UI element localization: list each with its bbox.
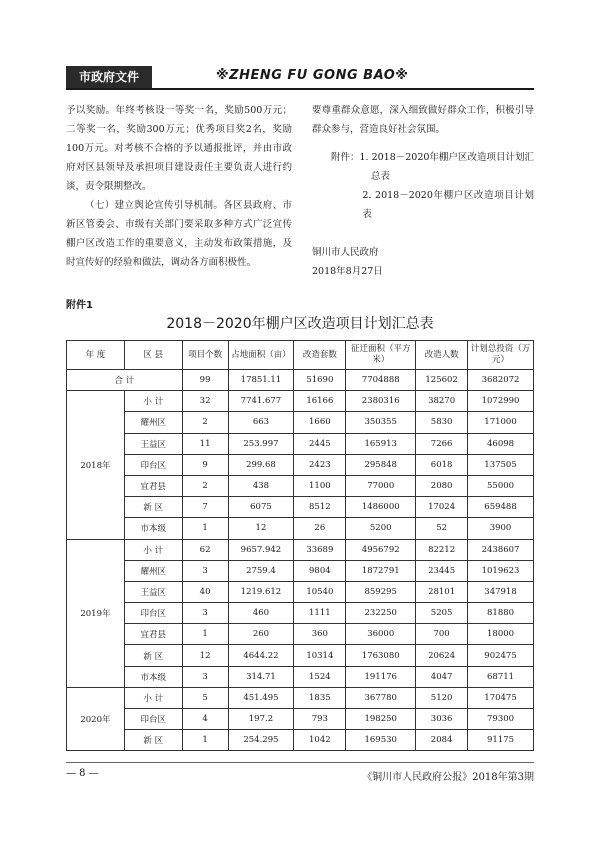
value-cell: 17024 — [416, 497, 468, 518]
value-cell: 3 — [182, 666, 228, 687]
value-cell: 1486000 — [346, 497, 416, 518]
value-cell: 2080 — [416, 475, 468, 496]
value-cell: 7 — [182, 497, 228, 518]
table-row — [67, 560, 534, 581]
paragraph-public-opinion: 要尊重群众意愿，深入细致做好群众工作，积极引导群众参与，营造良好社会氛围。 — [312, 105, 534, 135]
value-cell: 10314 — [294, 645, 346, 666]
value-cell: 295848 — [346, 454, 416, 475]
value-cell: 11 — [182, 433, 228, 454]
value-cell: 5200 — [346, 518, 416, 539]
value-cell: 2438607 — [468, 539, 534, 560]
value-cell: 62 — [182, 539, 228, 560]
table-row — [67, 709, 534, 730]
table-row — [67, 539, 534, 560]
value-cell: 232250 — [346, 603, 416, 624]
value-cell: 1 — [182, 518, 228, 539]
table-row — [67, 433, 534, 454]
summary-table — [66, 340, 534, 751]
value-cell: 23445 — [416, 560, 468, 581]
appendix-label: 附件1 — [66, 300, 93, 311]
value-cell: 10540 — [294, 581, 346, 602]
value-cell: 299.68 — [228, 454, 294, 475]
district-cell: 宜君县 — [124, 624, 182, 645]
value-cell: 902475 — [468, 645, 534, 666]
value-cell: 253.997 — [228, 433, 294, 454]
value-cell: 46098 — [468, 433, 534, 454]
value-cell: 859295 — [346, 581, 416, 602]
value-cell: 33689 — [294, 539, 346, 560]
value-cell: 2759.4 — [228, 560, 294, 581]
value-cell: 2423 — [294, 454, 346, 475]
value-cell: 171000 — [468, 412, 534, 433]
value-cell: 26 — [294, 518, 346, 539]
attachment-2: 2. 2018－2020年棚户区改造项目计划表 — [362, 190, 534, 220]
header-project-count: 项目个数 — [182, 341, 228, 370]
year-cell: 2020年 — [67, 687, 125, 751]
value-cell: 77000 — [346, 475, 416, 496]
table-row — [67, 624, 534, 645]
value-cell: 7741.677 — [228, 391, 294, 412]
value-cell: 1835 — [294, 687, 346, 708]
value-cell: 1042 — [294, 730, 346, 751]
district-cell: 宜君县 — [124, 475, 182, 496]
value-cell: 3900 — [468, 518, 534, 539]
value-cell: 191176 — [346, 666, 416, 687]
table-row — [67, 497, 534, 518]
value-cell: 137505 — [468, 454, 534, 475]
value-cell: 1763080 — [346, 645, 416, 666]
district-cell: 新 区 — [124, 645, 182, 666]
journal-title: ※ZHENG FU GONG BAO※ — [216, 68, 409, 83]
value-cell: 169530 — [346, 730, 416, 751]
value-cell: 314.71 — [228, 666, 294, 687]
page-header — [66, 66, 534, 90]
district-cell: 耀州区 — [124, 412, 182, 433]
value-cell: 700 — [416, 624, 468, 645]
district-cell: 市本级 — [124, 666, 182, 687]
value-cell: 52 — [416, 518, 468, 539]
table-body — [67, 370, 534, 751]
value-cell: 38270 — [416, 391, 468, 412]
value-cell: 2084 — [416, 730, 468, 751]
year-cell: 2019年 — [67, 539, 125, 687]
value-cell: 2 — [182, 475, 228, 496]
value-cell: 5 — [182, 687, 228, 708]
value-cell: 2 — [182, 412, 228, 433]
value-cell: 1660 — [294, 412, 346, 433]
value-cell: 5830 — [416, 412, 468, 433]
header-district: 区 县 — [124, 341, 182, 370]
value-cell: 1 — [182, 730, 228, 751]
year-cell: 2018年 — [67, 391, 125, 539]
district-cell: 王益区 — [124, 581, 182, 602]
value-cell: 260 — [228, 624, 294, 645]
value-cell: 91175 — [468, 730, 534, 751]
value-cell: 197.2 — [228, 709, 294, 730]
value-cell: 659488 — [468, 497, 534, 518]
value-cell: 8512 — [294, 497, 346, 518]
section-label: 市政府文件 — [66, 66, 152, 88]
total-label: 合 计 — [67, 370, 183, 391]
table-row — [67, 645, 534, 666]
value-cell: 198250 — [346, 709, 416, 730]
signature-date: 2018年8月27日 — [312, 266, 383, 277]
right-column — [312, 101, 534, 281]
table-row — [67, 454, 534, 475]
value-cell: 16166 — [294, 391, 346, 412]
table-row — [67, 412, 534, 433]
value-cell: 6018 — [416, 454, 468, 475]
value-cell: 460 — [228, 603, 294, 624]
signature: 铜川市人民政府 — [312, 247, 379, 258]
header-year: 年 度 — [67, 341, 125, 370]
value-cell: 170475 — [468, 687, 534, 708]
value-cell: 12 — [228, 518, 294, 539]
total-cell: 17851.11 — [228, 370, 294, 391]
district-cell: 新 区 — [124, 730, 182, 751]
total-cell: 3682072 — [468, 370, 534, 391]
value-cell: 5205 — [416, 603, 468, 624]
district-cell: 新 区 — [124, 497, 182, 518]
header-units: 改造套数 — [294, 341, 346, 370]
value-cell: 32 — [182, 391, 228, 412]
value-cell: 1524 — [294, 666, 346, 687]
district-cell: 王益区 — [124, 433, 182, 454]
value-cell: 4956792 — [346, 539, 416, 560]
value-cell: 9657.942 — [228, 539, 294, 560]
paragraph-reward: 予以奖励。年终考核设一等奖一名，奖励500万元；二等奖一名，奖励300万元；优秀项目奖2名，奖励100万元。对考核不合格的予以通报批评，并由市政府对区县领导及承担项目建设责任主要负责人进行约谈，责令限期整改。 — [66, 105, 292, 192]
table-header-row — [67, 341, 534, 370]
value-cell: 3036 — [416, 709, 468, 730]
value-cell: 9 — [182, 454, 228, 475]
total-cell: 51690 — [294, 370, 346, 391]
district-cell: 小 计 — [124, 539, 182, 560]
value-cell: 1019623 — [468, 560, 534, 581]
value-cell: 165913 — [346, 433, 416, 454]
value-cell: 793 — [294, 709, 346, 730]
district-cell: 印台区 — [124, 454, 182, 475]
value-cell: 2380316 — [346, 391, 416, 412]
issue-label: 《铜川市人民政府公报》2018年第3期 — [362, 772, 534, 783]
table-row — [67, 687, 534, 708]
value-cell: 2445 — [294, 433, 346, 454]
header-relocation-area: 征迁面积（平方米） — [346, 341, 416, 370]
table-row — [67, 666, 534, 687]
value-cell: 350355 — [346, 412, 416, 433]
value-cell: 1219.612 — [228, 581, 294, 602]
total-cell: 99 — [182, 370, 228, 391]
table-row — [67, 518, 534, 539]
header-people: 改造人数 — [416, 341, 468, 370]
district-cell: 印台区 — [124, 709, 182, 730]
value-cell: 20624 — [416, 645, 468, 666]
table-row — [67, 730, 534, 751]
table-row — [67, 475, 534, 496]
value-cell: 3 — [182, 560, 228, 581]
value-cell: 254.295 — [228, 730, 294, 751]
value-cell: 5120 — [416, 687, 468, 708]
value-cell: 663 — [228, 412, 294, 433]
value-cell: 18000 — [468, 624, 534, 645]
value-cell: 4 — [182, 709, 228, 730]
value-cell: 68711 — [468, 666, 534, 687]
value-cell: 347918 — [468, 581, 534, 602]
value-cell: 79300 — [468, 709, 534, 730]
table-row — [67, 391, 534, 412]
value-cell: 82212 — [416, 539, 468, 560]
value-cell: 28101 — [416, 581, 468, 602]
value-cell: 367780 — [346, 687, 416, 708]
value-cell: 1072990 — [468, 391, 534, 412]
total-row — [67, 370, 534, 391]
district-cell: 市本级 — [124, 518, 182, 539]
value-cell: 1100 — [294, 475, 346, 496]
value-cell: 3 — [182, 603, 228, 624]
value-cell: 12 — [182, 645, 228, 666]
district-cell: 耀州区 — [124, 560, 182, 581]
value-cell: 7266 — [416, 433, 468, 454]
value-cell: 36000 — [346, 624, 416, 645]
value-cell: 360 — [294, 624, 346, 645]
header-land-area: 占地面积（亩） — [228, 341, 294, 370]
district-cell: 小 计 — [124, 687, 182, 708]
value-cell: 55000 — [468, 475, 534, 496]
value-cell: 9804 — [294, 560, 346, 581]
value-cell: 4644.22 — [228, 645, 294, 666]
attachment-1-line1: 附件：1. 2018－2020年棚户区改造项目计划汇 — [331, 152, 534, 163]
value-cell: 81880 — [468, 603, 534, 624]
attachment-1-line2: 总表 — [370, 171, 390, 182]
value-cell: 1 — [182, 624, 228, 645]
value-cell: 438 — [228, 475, 294, 496]
table-row — [67, 603, 534, 624]
value-cell: 6075 — [228, 497, 294, 518]
paragraph-publicity: （七）建立舆论宣传引导机制。各区县政府、市新区管委会、市级有关部门要采取多种方式广泛宣传棚户区改造工作的重要意义，主动发布政策措施，及时宣传好的经验和做法，调动各方面积极性。 — [66, 200, 292, 268]
table-row — [67, 581, 534, 602]
value-cell: 40 — [182, 581, 228, 602]
left-column — [66, 101, 292, 272]
value-cell: 4047 — [416, 666, 468, 687]
district-cell: 印台区 — [124, 603, 182, 624]
district-cell: 小 计 — [124, 391, 182, 412]
table-title: 2018－2020年棚户区改造项目计划汇总表 — [166, 316, 434, 332]
value-cell: 1872791 — [346, 560, 416, 581]
value-cell: 451.495 — [228, 687, 294, 708]
total-cell: 7704888 — [346, 370, 416, 391]
total-cell: 125602 — [416, 370, 468, 391]
footer-divider — [66, 762, 534, 763]
page-number: — 8 — — [66, 768, 99, 779]
header-investment: 计划总投资（万元） — [468, 341, 534, 370]
value-cell: 1111 — [294, 603, 346, 624]
